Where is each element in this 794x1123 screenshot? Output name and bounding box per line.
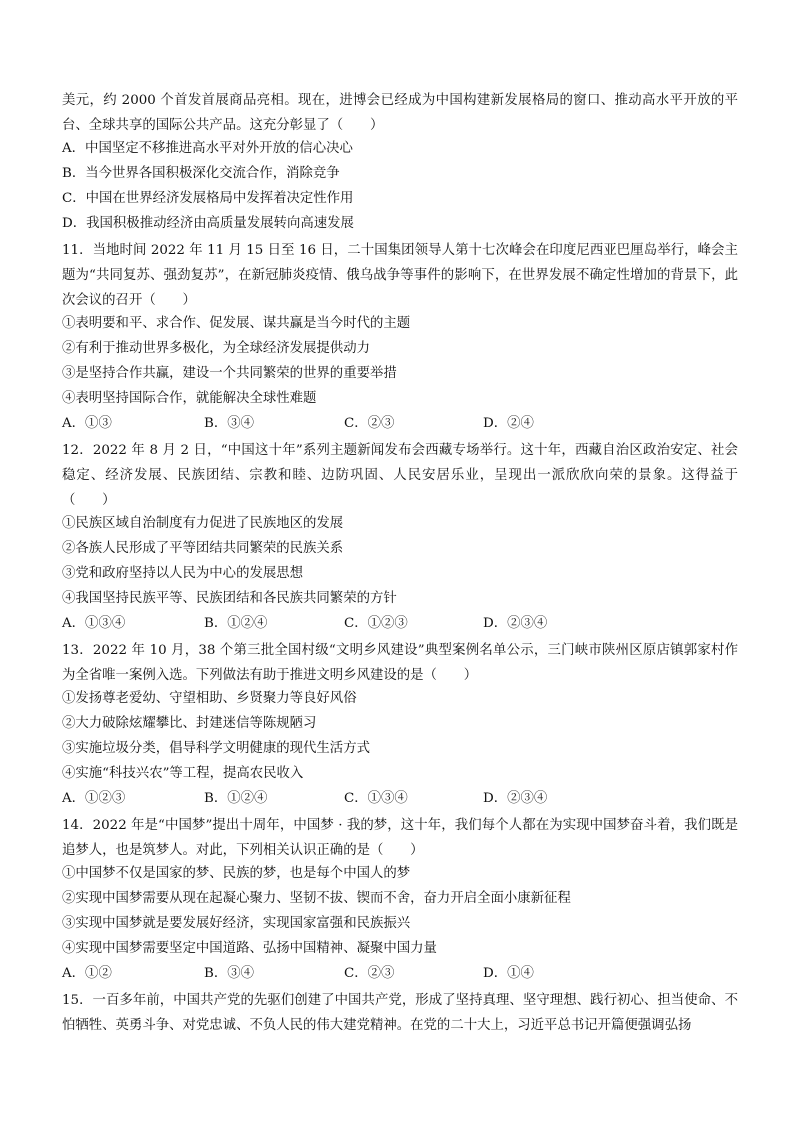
q13-choice-a: A．①②③ <box>62 791 126 806</box>
q13-choice-d: D．②③④ <box>483 791 548 806</box>
q14-item-3: ③实现中国梦就是要发展好经济，实现国家富强和民族振兴 <box>62 916 411 931</box>
q12-choice-d: D．②③④ <box>483 616 548 631</box>
q14-choice-c: C．②③ <box>344 966 395 981</box>
q12-choice-b: B．①②④ <box>204 616 268 631</box>
q14-choice-d: D．①④ <box>483 966 534 981</box>
q13-choices <box>62 789 738 809</box>
q15-stem: 15．一百多年前，中国共产党的先驱们创建了中国共产党，形成了坚持真理、坚守理想、践行初心、担当使命、不怕牺牲、英勇斗争、对党忠诚、不负人民的伟大建党精神。在党的二十大上，习近平总书记开篇便强调弘扬 <box>62 993 738 1033</box>
q10-option-c: C．中国在世界经济发展格局中发挥着决定性作用 <box>62 191 354 206</box>
q12-choice-c: C．①②③ <box>344 616 408 631</box>
q11-choice-b: B．③④ <box>204 416 255 431</box>
q11-item-3: ③是坚持合作共赢，建设一个共同繁荣的世界的重要举措 <box>62 366 397 381</box>
q10-option-b: B．当今世界各国积极深化交流合作，消除竞争 <box>62 166 340 181</box>
q12-item-2: ②各族人民形成了平等团结共同繁荣的民族关系 <box>62 541 344 556</box>
q14-choice-b: B．③④ <box>204 966 255 981</box>
q11-choice-a: A．①③ <box>62 416 112 431</box>
q14-item-1: ①中国梦不仅是国家的梦、民族的梦，也是每个中国人的梦 <box>62 866 411 881</box>
q14-choice-a: A．①② <box>62 966 112 981</box>
q13-item-3: ③实施垃圾分类，倡导科学文明健康的现代生活方式 <box>62 741 370 756</box>
q14-stem: 14．2022 年是“中国梦”提出十周年，中国梦 · 我的梦，这十年，我们每个人都在为实现中国梦奋斗着，我们既是追梦人，也是筑梦人。对此，下列相关认识正确的是（ ） <box>62 818 738 858</box>
q13-item-4: ④实施“科技兴农”等工程，提高农民收入 <box>62 766 304 781</box>
q11-choice-c: C．②③ <box>344 416 395 431</box>
q12-choice-a: A．①③④ <box>62 616 126 631</box>
q10-stem-continuation: 美元，约 2000 个首发首展商品亮相。现在，进博会已经成为中国构建新发展格局的窗口、推动高水平开放的平台、全球共享的国际公共产品。这充分彰显了（ ） <box>62 93 738 133</box>
q12-choices <box>62 614 738 634</box>
q11-choices <box>62 414 738 434</box>
q12-item-3: ③党和政府坚持以人民为中心的发展思想 <box>62 566 304 581</box>
q14-item-4: ④实现中国梦需要坚定中国道路、弘扬中国精神、凝聚中国力量 <box>62 941 437 956</box>
q10-option-a: A．中国坚定不移推进高水平对外开放的信心决心 <box>62 141 353 156</box>
q13-choice-c: C．①③④ <box>344 791 408 806</box>
q13-stem: 13．2022 年 10 月，38 个第三批全国村级“文明乡风建设”典型案例名单公示，三门峡市陕州区原店镇郭家村作为全省唯一案例入选。下列做法有助于推进文明乡风建设的是（ ） <box>62 643 738 683</box>
q12-item-4: ④我国坚持民族平等、民族团结和各民族共同繁荣的方针 <box>62 591 397 606</box>
q11-item-2: ②有利于推动世界多极化，为全球经济发展提供动力 <box>62 341 370 356</box>
q11-stem: 11．当地时间 2022 年 11 月 15 日至 16 日，二十国集团领导人第十七次峰会在印度尼西亚巴厘岛举行，峰会主题为“共同复苏、强劲复苏”，在新冠肺炎疫情、俄乌战争等事件的影响下，在世界发展不确定性增加的背景下，此次会议的召开（ ） <box>62 243 738 308</box>
q13-choice-b: B．①②④ <box>204 791 268 806</box>
q11-item-4: ④表明坚持国际合作，就能解决全球性难题 <box>62 391 317 406</box>
q11-item-1: ①表明要和平、求合作、促发展、谋共赢是当今时代的主题 <box>62 316 411 331</box>
q12-stem: 12．2022 年 8 月 2 日，“中国这十年”系列主题新闻发布会西藏专场举行。这十年，西藏自治区政治安定、社会稳定、经济发展、民族团结、宗教和睦、边防巩固、人民安居乐业，呈现出一派欣欣向荣的景象。这得益于（ ） <box>62 443 738 508</box>
q14-item-2: ②实现中国梦需要从现在起凝心聚力、坚韧不拔、锲而不舍，奋力开启全面小康新征程 <box>62 891 571 906</box>
q12-item-1: ①民族区域自治制度有力促进了民族地区的发展 <box>62 516 344 531</box>
q13-item-1: ①发扬尊老爱幼、守望相助、乡贤聚力等良好风俗 <box>62 691 357 706</box>
q13-item-2: ②大力破除炫耀攀比、封建迷信等陈规陋习 <box>62 716 317 731</box>
q14-choices <box>62 964 738 984</box>
q10-option-d: D．我国积极推动经济由高质量发展转向高速发展 <box>62 216 354 231</box>
q11-choice-d: D．②④ <box>483 416 534 431</box>
